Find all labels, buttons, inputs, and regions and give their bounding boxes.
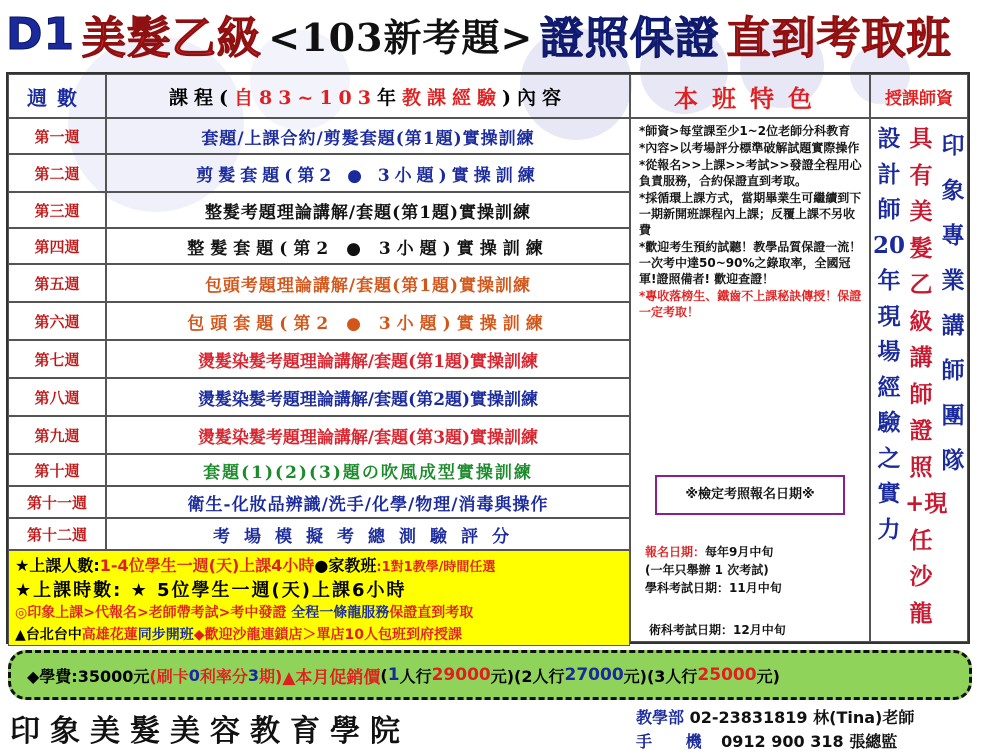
features-panel xyxy=(630,118,870,642)
tutor-column-3: 印象專業講師團隊 xyxy=(941,132,965,474)
promo-close: 元) xyxy=(756,666,780,686)
week-label: 第十二週 xyxy=(8,518,106,550)
exam-register-label: 報名日期： xyxy=(645,545,706,559)
locations-south: 高雄花蓮 xyxy=(81,627,138,643)
tuition-card-close: 期) xyxy=(259,666,283,686)
class-hours-line: ★上課時數: ★ 5位學生一週(天)上課6小時 xyxy=(15,580,407,601)
header-weeks: 週數 xyxy=(8,74,106,118)
tuition-card-open: (刷卡 xyxy=(149,666,189,686)
week-label: 第八週 xyxy=(8,378,106,416)
feature-item: *師資>每堂課至少1~2位老師分科教育 xyxy=(639,124,851,138)
tutor-column-1: 設計師20年現場經驗之實力 xyxy=(873,125,906,543)
tuition-bar xyxy=(8,650,972,700)
course-item: 套題(1)(2)(3)題の吹風成型實操訓練 xyxy=(106,454,630,486)
exam-date-box: ※檢定考照報名日期※ xyxy=(655,475,845,515)
week-label: 第二週 xyxy=(8,154,106,192)
course-table xyxy=(6,72,970,644)
feature-item: *專收落榜生、鐵齒不上課秘訣傳授！保證一定考取！ xyxy=(639,289,862,319)
course-item: 燙髮染髮考題理論講解/套題(第1題)實操訓練 xyxy=(106,340,630,378)
mobile-phone: 0912 900 318 張總監 xyxy=(721,732,898,751)
tutor-column-2: 具有美髮乙級講師證照+現任沙龍 xyxy=(905,125,948,627)
week-label: 第十週 xyxy=(8,454,106,486)
exam-info xyxy=(645,543,865,597)
tutoring-label: ●家教班 xyxy=(314,556,377,575)
feature-item: *採循環上課方式，當期畢業生可繼續到下一期新開班課程內上課；反覆上課不另收費 xyxy=(639,191,862,237)
header-course-experience: 教課經驗 xyxy=(402,86,503,109)
office-phone: 02-23831819 林(Tina)老師 xyxy=(689,708,915,727)
mobile-contact xyxy=(636,730,914,754)
header-course-year-suffix: 年 xyxy=(377,86,403,109)
exam-register-value: 每年9月中旬 xyxy=(705,545,774,559)
header-course-suffix: )內容 xyxy=(502,86,568,109)
course-item: 燙髮染髮考題理論講解/套題(第3題)實操訓練 xyxy=(106,416,630,454)
service-line xyxy=(15,602,623,624)
school-name: 印象美髮美容教育學院 xyxy=(10,714,410,749)
promo-label: ▲本月促銷價 xyxy=(282,667,381,688)
tutoring-value: :1對1教學/時間任選 xyxy=(376,560,496,575)
course-item: 剪髮套題(第2 ● 3小題)實操訓練 xyxy=(106,154,630,192)
week-label: 第十一週 xyxy=(8,486,106,518)
locations-north: ▲台北台中 xyxy=(15,627,82,643)
header-features: 本班特色 xyxy=(630,74,870,118)
tuition-interest: 利率分 xyxy=(199,666,248,686)
header-course-years: 自83~103 xyxy=(233,86,377,109)
class-size-value: 1-4位學生一週(天)上課4小時 xyxy=(99,556,315,575)
contact-info xyxy=(636,706,914,754)
week-label: 第六週 xyxy=(8,302,106,340)
feature-item: *從報名>>上課>>考試>>發證全程用心負責服務，合約保證直到考取。 xyxy=(639,158,862,188)
title-d1: D1 xyxy=(6,8,76,60)
feature-item: *歡迎考生預約試聽！教學品質保證一流！一次考中達50~90%之錄取率，全國冠軍!證照備者! 歡迎查證！ xyxy=(639,240,862,286)
salon-offer: ◆歡迎沙龍連鎖店＞單店10人包班到府授課 xyxy=(193,627,463,643)
class-size-label: ★上課人數: xyxy=(15,556,100,575)
promo-two-price: 27000 xyxy=(564,665,624,685)
course-item: 包頭套題(第2 ● 3小題)實操訓練 xyxy=(106,302,630,340)
course-item: 包頭考題理論講解/套題(第1題)實操訓練 xyxy=(106,264,630,302)
week-label: 第四週 xyxy=(8,228,106,264)
promo-three-label: 元)(3人行 xyxy=(623,666,698,686)
service-guarantee: 保證直到考取 xyxy=(389,605,474,621)
promo-one-label: 人行 xyxy=(399,666,432,686)
office-label: 教學部 xyxy=(636,708,685,727)
tuition-installments: 3 xyxy=(247,665,259,685)
feature-item: *內容>以考場評分標準破解試題實際操作 xyxy=(639,141,860,155)
course-item: 整髮套題(第2 ● 3小題)實操訓練 xyxy=(106,228,630,264)
header-course xyxy=(106,74,630,118)
header-tutors: 授課師資 xyxy=(870,74,968,118)
course-item: 套題/上課合約/剪髮套題(第1題)實操訓練 xyxy=(106,118,630,154)
title-main: 美髮乙級 xyxy=(81,13,262,64)
promo-open: ( xyxy=(380,665,388,685)
exam-practical: 術科考試日期：12月中旬 xyxy=(649,623,786,637)
course-item: 燙髮染髮考題理論講解/套題(第2題)實操訓練 xyxy=(106,378,630,416)
office-contact xyxy=(636,706,914,730)
header-course-prefix: 課程( xyxy=(168,86,234,109)
course-item: 衛生-化妝品辨識/洗手/化學/物理/消毒與操作 xyxy=(106,486,630,518)
week-label: 第七週 xyxy=(8,340,106,378)
page-title xyxy=(6,2,976,68)
course-item: 考場模擬考總測驗評分 xyxy=(106,518,630,550)
week-label: 第三週 xyxy=(8,192,106,228)
promo-one-price: 29000 xyxy=(431,665,491,685)
exam-once: (一年只舉辦 1 次考試) xyxy=(645,563,769,577)
title-bracket: <103新考題> xyxy=(268,14,534,60)
promo-two-label: 元)(2人行 xyxy=(490,666,565,686)
week-label: 第九週 xyxy=(8,416,106,454)
title-guarantee: 證照保證 xyxy=(539,13,720,64)
title-until: 直到考取班 xyxy=(726,13,952,64)
class-size-line xyxy=(15,554,623,579)
promo-three-price: 25000 xyxy=(697,665,757,685)
course-item: 整髮考題理論講解/套題(第1題)實操訓練 xyxy=(106,192,630,228)
promo-one: 1 xyxy=(387,665,400,685)
mobile-label: 手 機 xyxy=(636,732,716,751)
class-info-box xyxy=(8,550,630,646)
tuition-fee: ◆學費:35000元 xyxy=(27,666,150,686)
service-steps: ◎印象上課>代報名>老師帶考試>考中發證 xyxy=(15,605,287,621)
week-label: 第一週 xyxy=(8,118,106,154)
locations-line xyxy=(15,624,623,646)
tuition-zero: 0 xyxy=(188,665,200,685)
exam-register xyxy=(645,543,865,561)
service-full: 全程一條龍服務 xyxy=(286,605,390,621)
week-label: 第五週 xyxy=(8,264,106,302)
exam-theory: 學科考試日期：11月中旬 xyxy=(645,581,782,595)
tutors-panel xyxy=(870,118,968,642)
locations-sync: 同步開班 xyxy=(137,627,194,643)
